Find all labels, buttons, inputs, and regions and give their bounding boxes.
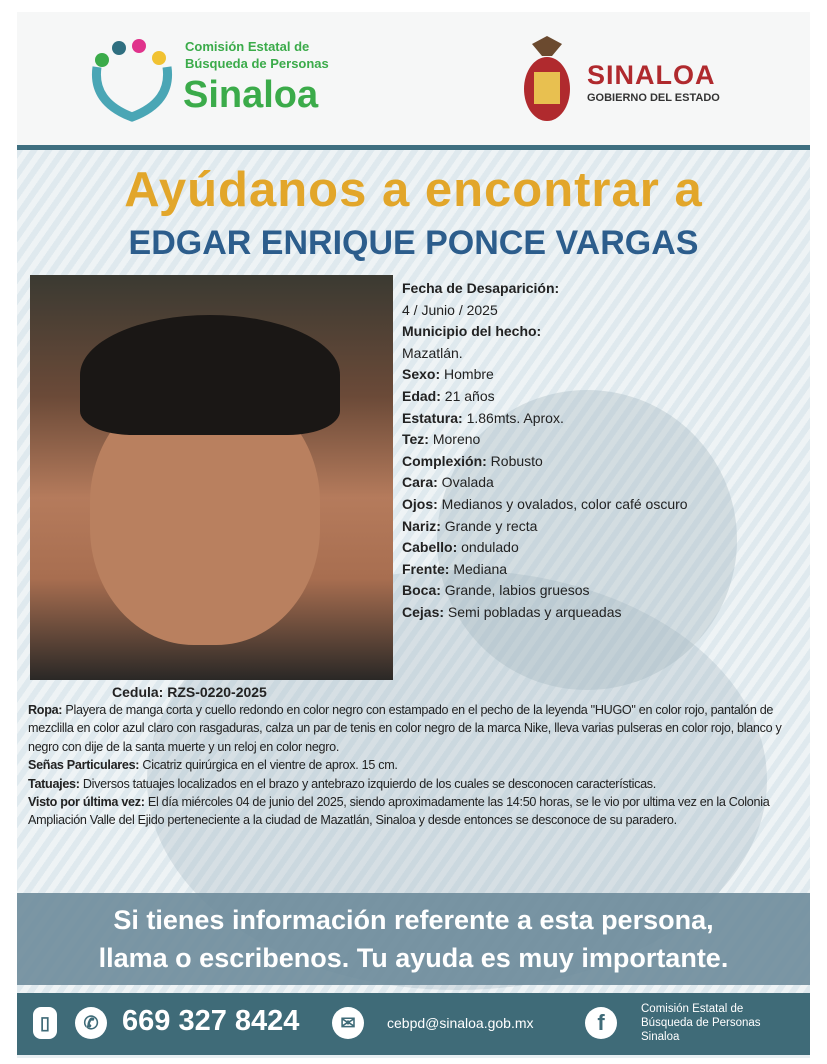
detail-row xyxy=(402,278,688,300)
poster-title: Ayúdanos a encontrar a xyxy=(124,163,703,217)
state-seal-icon xyxy=(522,34,572,124)
description-paragraph xyxy=(28,793,808,830)
detail-label: Tez: xyxy=(402,431,429,448)
government-name: SINALOA xyxy=(587,60,716,90)
detail-row xyxy=(402,300,688,322)
header xyxy=(17,12,810,145)
detail-value: Moreno xyxy=(428,431,481,448)
description-paragraphs xyxy=(28,701,808,830)
facebook-page[interactable] xyxy=(641,1002,761,1044)
paragraph-text: El día miércoles 04 de junio del 2025, siendo aproximadamente las 14:50 horas, se le vio por ultima vez en la Colonia Ampliación Valle del Ejido perteneciente a la ciudad de Mazatlán, Sinaloa y desde entonces se desconoce de su paradero. xyxy=(28,795,770,828)
mobile-phone-icon: ▯ xyxy=(33,1007,57,1039)
banner-line1: Si tienes información referente a esta persona, xyxy=(113,905,714,935)
fb-line3: Sinaloa xyxy=(641,1031,680,1043)
detail-row xyxy=(402,559,688,581)
detail-value: Grande, labios gruesos xyxy=(440,582,590,599)
missing-person-poster xyxy=(17,12,810,1058)
description-paragraph xyxy=(28,701,808,756)
detail-value: 1.86mts. Aprox. xyxy=(462,409,564,426)
detail-label: Municipio del hecho: xyxy=(402,323,542,340)
detail-label: Frente: xyxy=(402,560,450,577)
detail-label: Sexo: xyxy=(402,366,441,383)
government-subtitle: GOBIERNO DEL ESTADO xyxy=(587,92,720,104)
cedula-id: Cedula: RZS-0220-2025 xyxy=(112,684,267,700)
email-address[interactable]: cebpd@sinaloa.gob.mx xyxy=(387,1015,534,1031)
detail-value: Hombre xyxy=(440,366,494,383)
detail-label: Complexión: xyxy=(402,452,487,469)
org-line1: Comisión Estatal de xyxy=(185,39,310,54)
detail-label: Cejas: xyxy=(402,603,445,620)
paragraph-label: Señas Particulares: xyxy=(28,758,140,773)
banner-line2: llama o escribenos. Tu ayuda es muy importante. xyxy=(98,943,729,973)
detail-row xyxy=(402,602,688,624)
detail-label: Boca: xyxy=(402,582,441,599)
detail-value: Mediana xyxy=(449,560,508,577)
org-sinaloa: Sinaloa xyxy=(183,74,319,116)
detail-label: Cabello: xyxy=(402,539,458,556)
detail-label: Cara: xyxy=(402,474,438,491)
description-paragraph xyxy=(28,775,808,793)
paragraph-text: Diversos tatuajes localizados en el brazo y antebrazo izquierdo de los cuales se desconocen características. xyxy=(79,776,656,791)
org-name xyxy=(185,38,329,72)
email-icon: ✉ xyxy=(332,1007,364,1039)
paragraph-label: Tatuajes: xyxy=(28,776,80,791)
paragraph-label: Ropa: xyxy=(28,703,63,717)
org-line2: Búsqueda de Personas xyxy=(185,56,329,71)
detail-value: Mazatlán. xyxy=(402,344,463,361)
contact-footer xyxy=(17,993,810,1055)
detail-row xyxy=(402,472,688,494)
detail-label: Estatura: xyxy=(402,409,463,426)
whatsapp-icon: ✆ xyxy=(75,1007,107,1039)
detail-row xyxy=(402,321,688,343)
detail-row xyxy=(402,386,688,408)
detail-value: Robusto xyxy=(486,452,543,469)
detail-value: Grande y recta xyxy=(440,517,538,534)
detail-label: Fecha de Desaparición: xyxy=(402,280,560,296)
detail-value: Ovalada xyxy=(437,474,494,491)
detail-row xyxy=(402,494,688,516)
detail-row xyxy=(402,451,688,473)
detail-label: Edad: xyxy=(402,387,441,404)
detail-row xyxy=(402,580,688,602)
person-photo xyxy=(30,275,393,680)
commission-logo xyxy=(87,32,177,122)
detail-row xyxy=(402,364,688,386)
info-banner xyxy=(17,893,810,985)
fb-line1: Comisión Estatal de xyxy=(641,1003,744,1015)
detail-row xyxy=(402,429,688,451)
paragraph-text: Playera de manga corta y cuello redondo en color negro con estampado en el pecho de la leyenda "HUGO" en color rojo, pantalón de mezclilla en color azul claro con rasgaduras, calza un par de tenis en color negro de la marca Nike, lleva varias pulseras en color rojo, blanco y negro con dije de la santa muerte y un reloj en color negro. xyxy=(28,703,782,754)
detail-value: 4 / Junio / 2025 xyxy=(402,301,498,318)
fb-line2: Búsqueda de Personas xyxy=(641,1017,761,1029)
detail-row xyxy=(402,537,688,559)
detail-value: Medianos y ovalados, color café oscuro xyxy=(437,495,688,512)
detail-label: Ojos: xyxy=(402,495,438,512)
facebook-icon: f xyxy=(585,1007,617,1039)
paragraph-text: Cicatriz quirúrgica en el vientre de aprox. 15 cm. xyxy=(139,758,398,773)
detail-value: 21 años xyxy=(440,387,495,404)
physical-details xyxy=(402,278,688,624)
detail-row xyxy=(402,516,688,538)
paragraph-label: Visto por última vez: xyxy=(28,795,145,810)
detail-row xyxy=(402,408,688,430)
person-name: EDGAR ENRIQUE PONCE VARGAS xyxy=(128,224,699,262)
detail-label: Nariz: xyxy=(402,517,441,534)
description-paragraph xyxy=(28,756,808,774)
detail-value: ondulado xyxy=(457,539,519,556)
phone-number[interactable]: 669 327 8424 xyxy=(122,1005,300,1037)
detail-row xyxy=(402,343,688,365)
detail-value: Semi pobladas y arqueadas xyxy=(444,603,622,620)
